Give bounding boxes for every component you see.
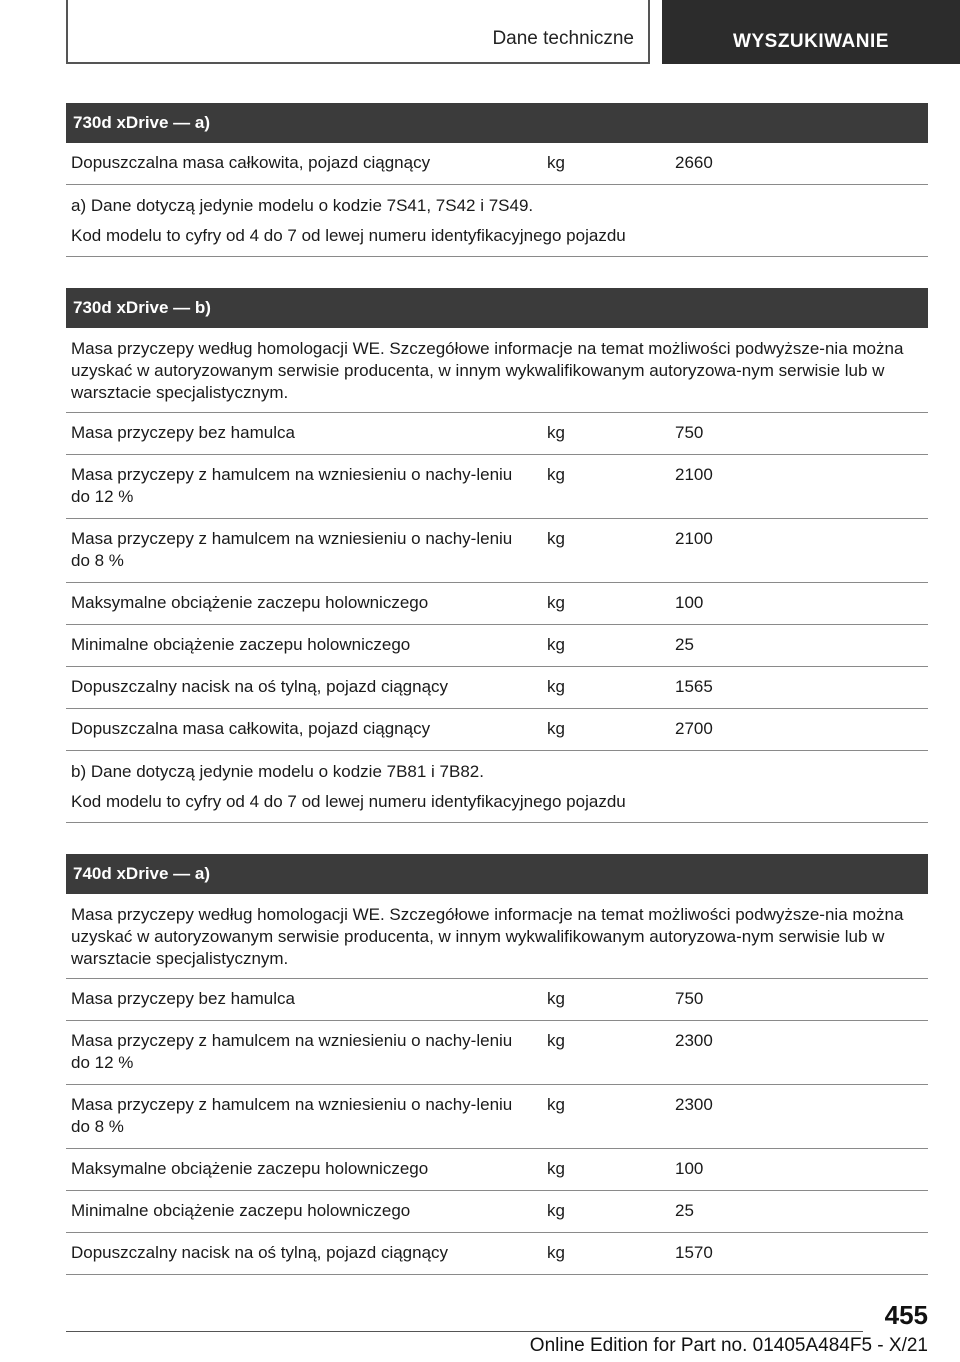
table-row: [66, 709, 928, 751]
section-heading: 730d xDrive — a): [66, 103, 928, 143]
search-button[interactable]: WYSZUKIWANIE: [662, 0, 960, 64]
main-content: [66, 103, 928, 1306]
row-label: Masa przyczepy bez hamulca: [71, 423, 295, 442]
table-row: [66, 1191, 928, 1233]
row-value: 2300: [675, 1031, 713, 1050]
table-row: [66, 143, 928, 185]
table-row: [66, 667, 928, 709]
row-value: 1570: [675, 1243, 713, 1262]
row-label: Dopuszczalna masa całkowita, pojazd ciągnący: [71, 719, 431, 738]
row-value: 2100: [675, 529, 713, 548]
table-row: [66, 1233, 928, 1275]
edition-info: Online Edition for Part no. 01405A484F5 - X/21: [529, 1335, 928, 1356]
row-label: Dopuszczalny nacisk na oś tylną, pojazd ciągnący: [71, 1243, 449, 1262]
table-row: [66, 583, 928, 625]
table-row: [66, 1149, 928, 1191]
row-value: 750: [675, 989, 704, 1008]
row-value: 2100: [675, 465, 713, 484]
row-unit: kg: [547, 635, 565, 654]
row-value: 25: [675, 635, 694, 654]
header-separator: [648, 0, 650, 64]
row-unit: kg: [547, 989, 565, 1008]
spec-section-740d-a: [66, 854, 928, 1275]
row-value: 1565: [675, 677, 713, 696]
footnote: b) Dane dotyczą jedynie modelu o kodzie 7B81 i 7B82.: [71, 762, 484, 781]
page-number: 455: [884, 1300, 928, 1330]
header-bottom-rule: [66, 62, 650, 64]
section-heading: 740d xDrive — a): [66, 854, 928, 894]
table-row: [66, 979, 928, 1021]
row-unit: kg: [547, 1159, 565, 1178]
row-value: 100: [675, 1159, 704, 1178]
section-intro: Masa przyczepy według homologacji WE. Szczegółowe informacje na temat możliwości podwyższe-nia można uzyskać w autoryzowanym serwisie producenta, w innym wykwalifikowanym autoryzowa-nym serwisie lub w warsztacie specjalistycznym.: [66, 328, 928, 413]
row-unit: kg: [547, 529, 565, 548]
footnote: Kod modelu to cyfry od 4 do 7 od lewej numeru identyfikacyjnego pojazdu: [71, 792, 626, 811]
table-row: [66, 413, 928, 455]
spec-section-730d-a: [66, 103, 928, 257]
row-unit: kg: [547, 465, 565, 484]
row-unit: kg: [547, 1031, 565, 1050]
footer-rule: [66, 1331, 863, 1332]
footnote: a) Dane dotyczą jedynie modelu o kodzie 7S41, 7S42 i 7S49.: [71, 196, 534, 215]
row-label: Maksymalne obciążenie zaczepu holowniczego: [71, 1159, 429, 1178]
footnote: Kod modelu to cyfry od 4 do 7 od lewej numeru identyfikacyjnego pojazdu: [71, 226, 626, 245]
row-value: 2700: [675, 719, 713, 738]
row-unit: kg: [547, 1095, 565, 1114]
row-label: Masa przyczepy z hamulcem na wzniesieniu o nachy-leniu do 8 %: [71, 529, 513, 570]
row-unit: kg: [547, 1201, 565, 1220]
row-value: 100: [675, 593, 704, 612]
row-value: 25: [675, 1201, 694, 1220]
row-unit: kg: [547, 719, 565, 738]
row-unit: kg: [547, 677, 565, 696]
row-unit: kg: [547, 1243, 565, 1262]
section-intro: Masa przyczepy według homologacji WE. Szczegółowe informacje na temat możliwości podwyższe-nia można uzyskać w autoryzowanym serwisie producenta, w innym wykwalifikowanym autoryzowa-nym serwisie lub w warsztacie specjalistycznym.: [66, 894, 928, 979]
row-label: Masa przyczepy bez hamulca: [71, 989, 295, 1008]
table-row: [66, 1021, 928, 1085]
row-label: Dopuszczalna masa całkowita, pojazd ciągnący: [71, 153, 431, 172]
row-label: Masa przyczepy z hamulcem na wzniesieniu o nachy-leniu do 8 %: [71, 1095, 513, 1136]
footnote-block: [66, 751, 928, 823]
row-label: Minimalne obciążenie zaczepu holowniczego: [71, 1201, 411, 1220]
table-row: [66, 1085, 928, 1149]
section-title[interactable]: Dane techniczne: [492, 28, 634, 49]
row-unit: kg: [547, 153, 565, 172]
row-unit: kg: [547, 423, 565, 442]
row-label: Masa przyczepy z hamulcem na wzniesieniu o nachy-leniu do 12 %: [71, 1031, 513, 1072]
row-unit: kg: [547, 593, 565, 612]
row-label: Minimalne obciążenie zaczepu holowniczego: [71, 635, 411, 654]
section-heading: 730d xDrive — b): [66, 288, 928, 328]
row-value: 2660: [675, 153, 713, 172]
row-label: Masa przyczepy z hamulcem na wzniesieniu o nachy-leniu do 12 %: [71, 465, 513, 506]
table-row: [66, 625, 928, 667]
row-label: Dopuszczalny nacisk na oś tylną, pojazd ciągnący: [71, 677, 449, 696]
table-row: [66, 455, 928, 519]
row-value: 750: [675, 423, 704, 442]
row-value: 2300: [675, 1095, 713, 1114]
table-row: [66, 519, 928, 583]
row-label: Maksymalne obciążenie zaczepu holowniczego: [71, 593, 429, 612]
spec-section-730d-b: [66, 288, 928, 823]
footnote-block: [66, 185, 928, 257]
